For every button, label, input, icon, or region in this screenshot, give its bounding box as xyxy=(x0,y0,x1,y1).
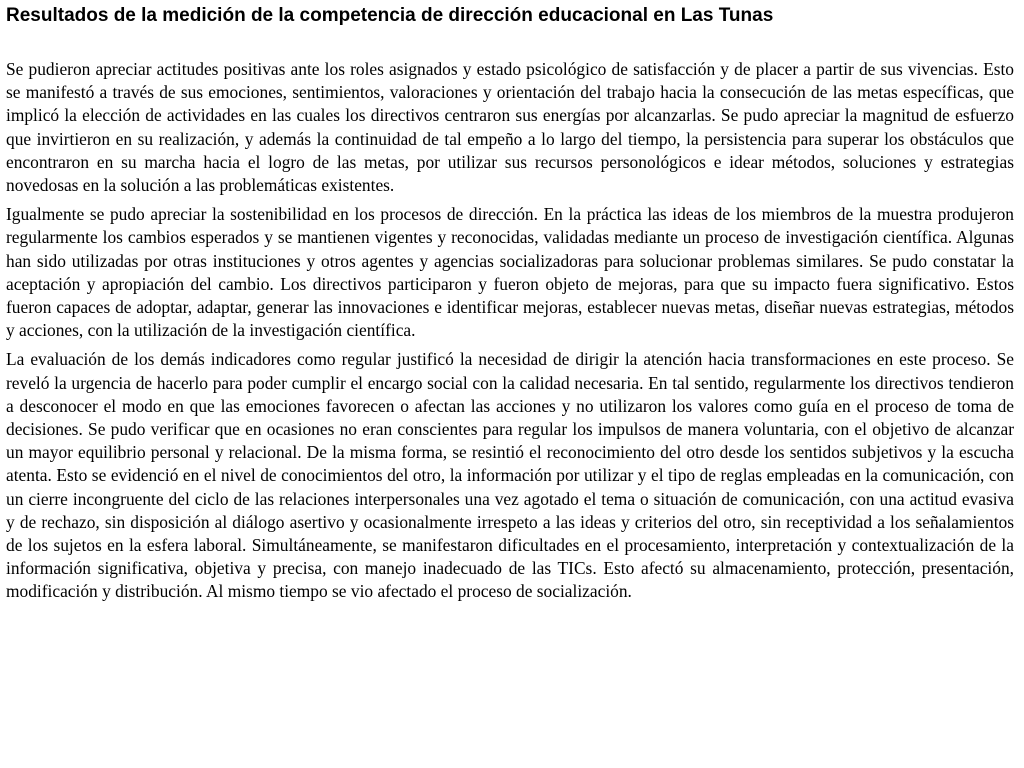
paragraph-motivation: Se pudieron apreciar actitudes positivas ante los roles asignados y estado psicológico de satisfacción y de placer a partir de sus vivencias. Esto se manifestó a través de sus emociones, sentimientos, valoraciones y orientación del trabajo hacia la consecución de las metas específicas, que implicó la elección de actividades en las cuales los directivos centraron sus energías por alcanzarlas. Se pudo apreciar la magnitud de esfuerzo que invirtieron en su realización, y además la continuidad de tal empeño a lo largo del tiempo, la persistencia para superar los obstáculos que encontraron en su marcha hacia el logro de las metas, por utilizar sus recursos personológicos e idear métodos, soluciones y estrategias novedosas en la solución a las problemáticas existentes. xyxy=(6,59,1014,196)
document-body xyxy=(6,58,1014,610)
paragraph-sustainability: Igualmente se pudo apreciar la sostenibilidad en los procesos de dirección. En la práctica las ideas de los miembros de la muestra produjeron regularmente los cambios esperados y se mantienen vigentes y reconocidas, validadas mediante un proceso de investigación científica. Algunas han sido utilizadas por otras instituciones y otros agentes y agencias socializadoras para solucionar problemas similares. Se pudo constatar la aceptación y apropiación del cambio. Los directivos participaron y fueron objeto de mejoras, para que su impacto fuera significativo. Estos fueron capaces de adoptar, adaptar, generar las innovaciones e identificar mejoras, establecer nuevas metas, diseñar nuevas estrategias, métodos y acciones, con la utilización de la investigación científica. xyxy=(6,204,1014,341)
page-title: Resultados de la medición de la competencia de dirección educacional en Las Tunas xyxy=(6,5,774,26)
paragraph-evaluation: La evaluación de los demás indicadores como regular justificó la necesidad de dirigir la atención hacia transformaciones en este proceso. Se reveló la urgencia de hacerlo para poder cumplir el encargo social con la calidad necesaria. En tal sentido, regularmente los directivos tendieron a desconocer el modo en que las emociones favorecen o afectan las acciones y no utilizaron los valores como guía en el proceso de toma de decisiones. Se pudo verificar que en ocasiones no eran conscientes para regular los impulsos de manera voluntaria, con el objetivo de alcanzar un mayor equilibrio personal y relacional. De la misma forma, se resintió el reconocimiento del otro desde los sentidos subjetivos y la escucha atenta. Esto se evidenció en el nivel de conocimientos del otro, la información por utilizar y el tipo de reglas empleadas en la comunicación, con un cierre incongruente del ciclo de las relaciones interpersonales una vez agotado el tema o situación de comunicación, con una actitud evasiva y de rechazo, sin disposición al diálogo asertivo y ocasionalmente irrespeto a las ideas y criterios del otro, sin receptividad a los señalamientos de los sujetos en la esfera laboral. Simultáneamente, se manifestaron dificultades en el procesamiento, interpretación y contextualización de la información significativa, objetiva y precisa, con manejo inadecuado de las TICs. Esto afectó su almacenamiento, protección, presentación, modificación y distribución. Al mismo tiempo se vio afectado el proceso de socialización. xyxy=(6,349,1014,602)
